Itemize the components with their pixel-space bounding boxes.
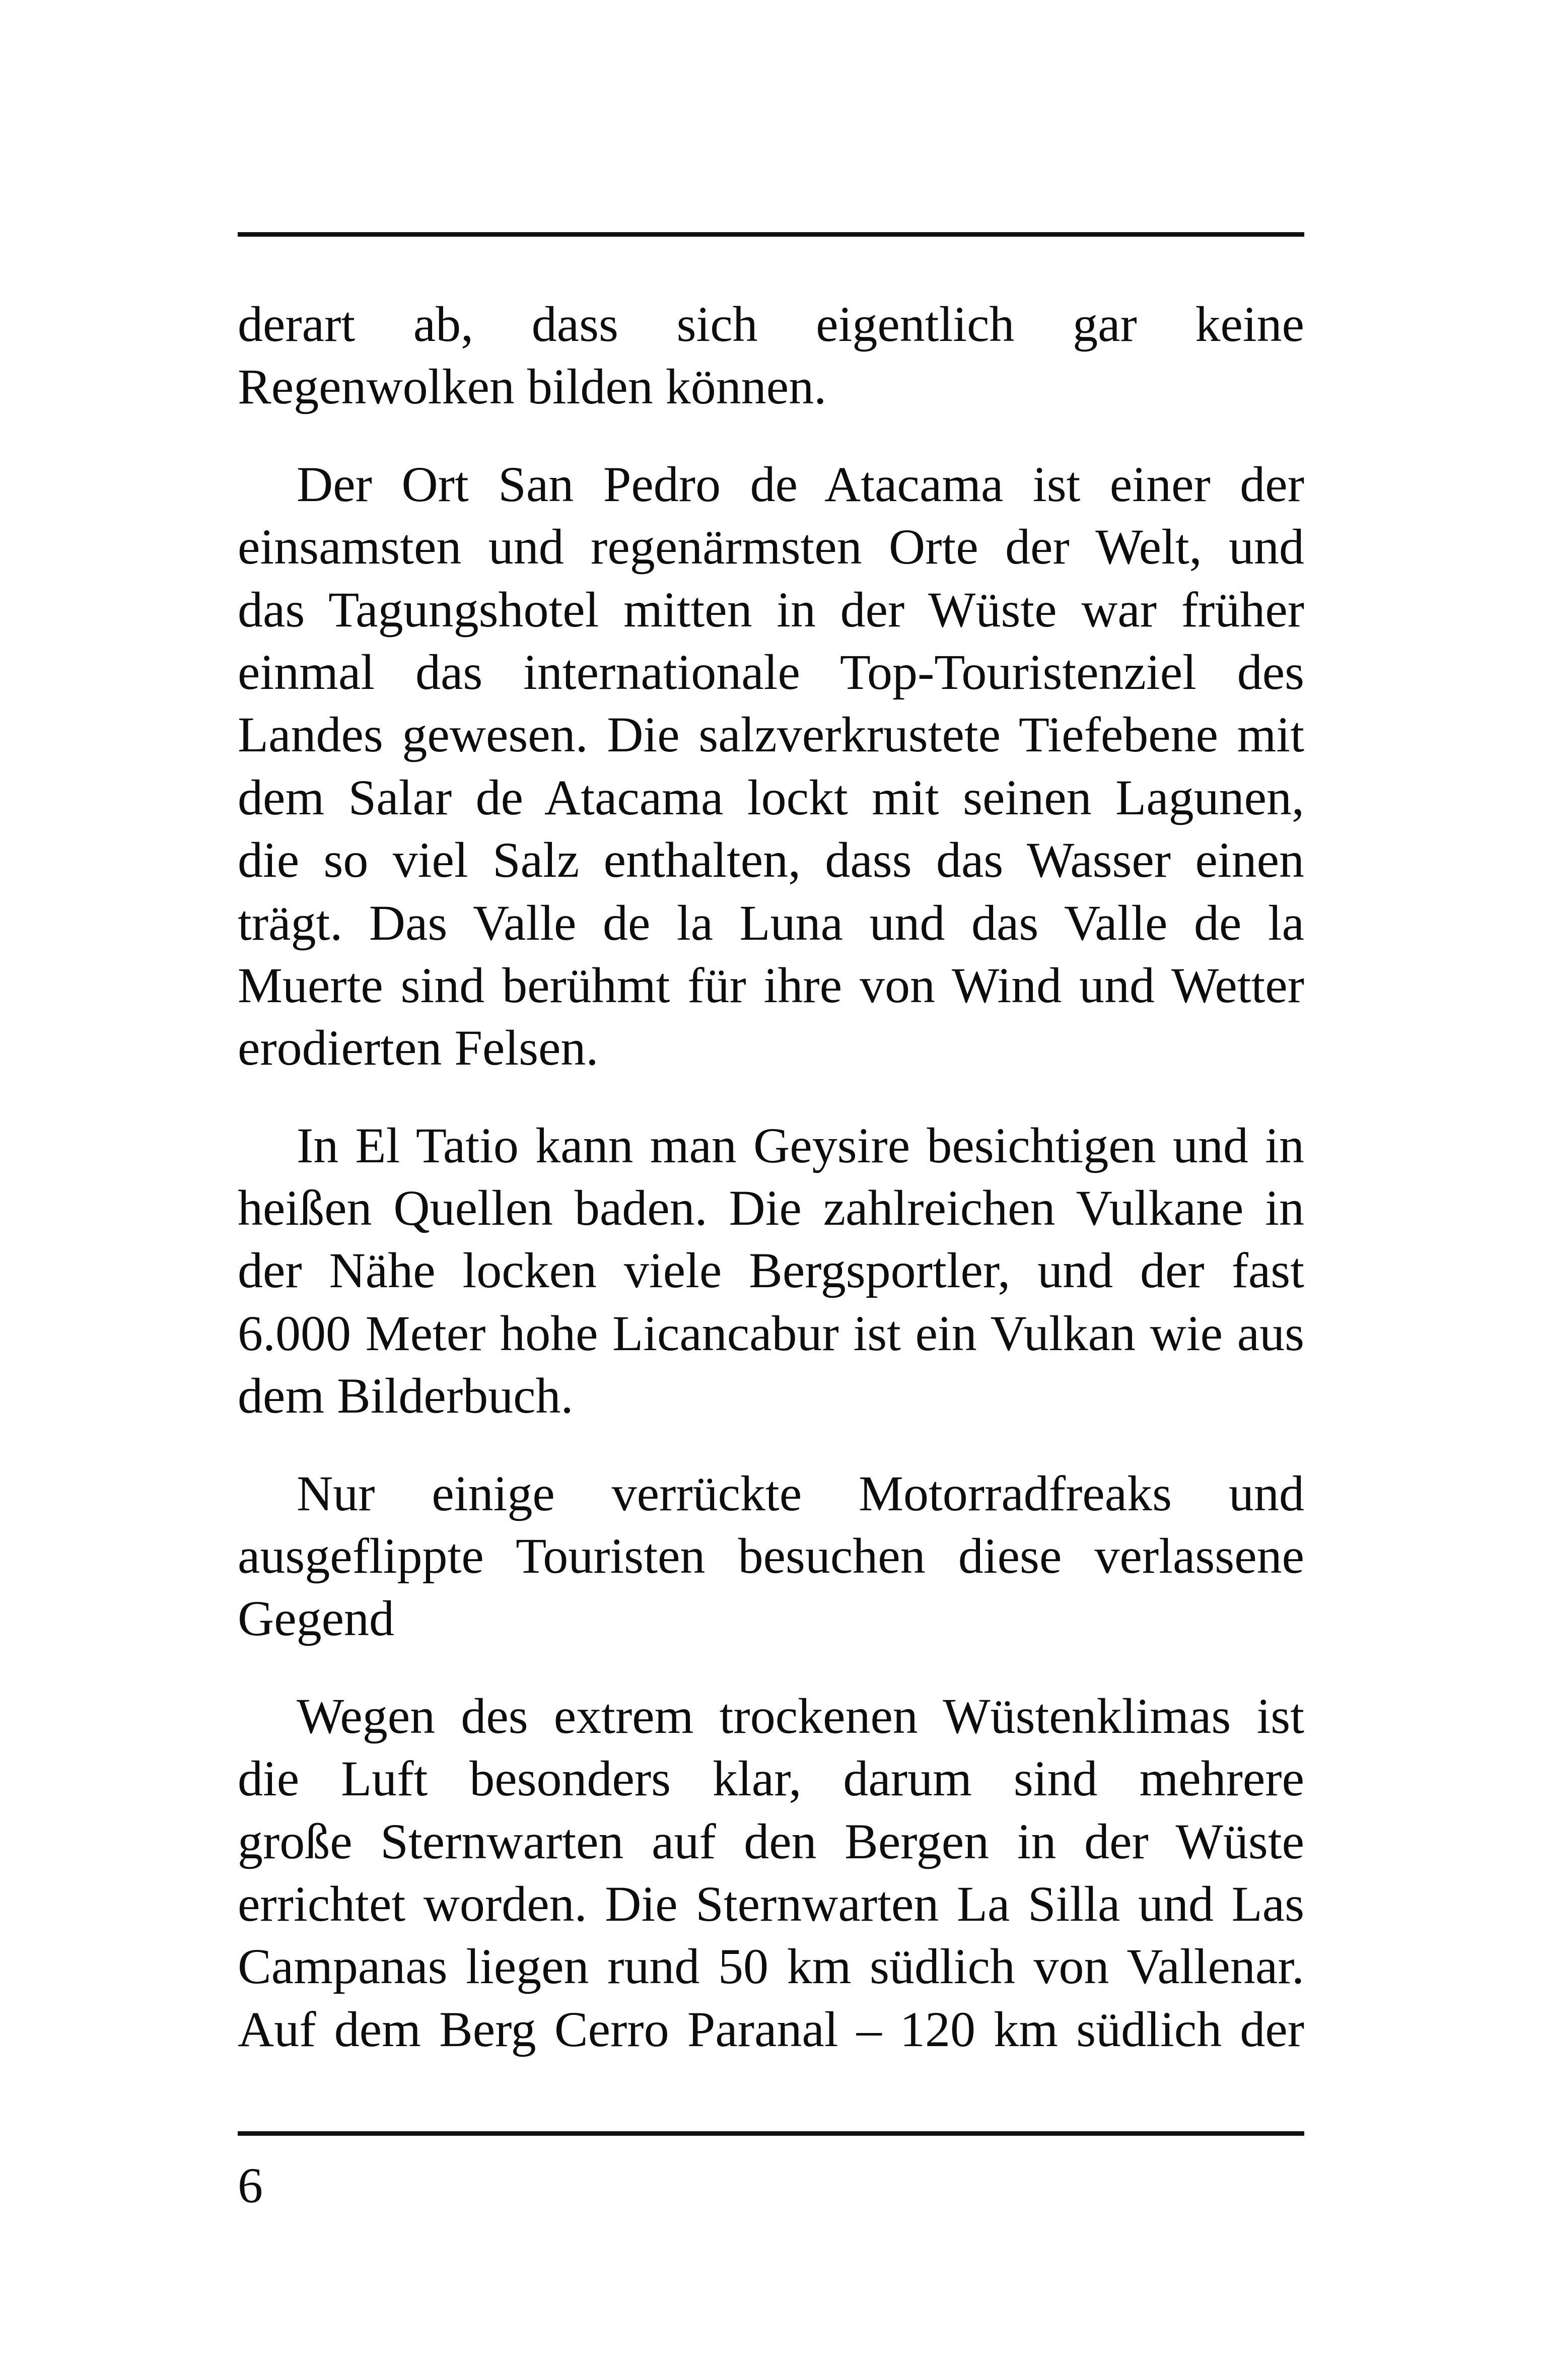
text-line: ausgeflippte Touristen besuchen diese verlassene	[238, 1528, 1304, 1584]
page-number: 6	[238, 2157, 263, 2213]
text-line: errichtet worden. Die Sternwarten La Silla und Las	[238, 1875, 1304, 1932]
paragraph	[238, 453, 1304, 1080]
text-line: einsamsten und regenärmsten Orte der Welt, und	[238, 519, 1304, 575]
paragraph	[238, 1462, 1304, 1650]
text-line: Landes gewesen. Die salzverkrustete Tiefebene mit	[238, 707, 1304, 763]
text-line: der Nähe locken viele Bergsportler, und der fast	[238, 1242, 1304, 1299]
text-line: Campanas liegen rund 50 km südlich von Vallenar.	[238, 1938, 1304, 1995]
text-line: Wegen des extrem trockenen Wüstenklimas ist	[297, 1688, 1304, 1744]
text-line: Nur einige verrückte Motorradfreaks und	[297, 1465, 1304, 1521]
text-line: dem Salar de Atacama lockt mit seinen Lagunen,	[238, 769, 1304, 825]
paragraph	[238, 1685, 1304, 2061]
text-line: Der Ort San Pedro de Atacama ist einer der	[297, 456, 1304, 512]
text-line: Gegend	[238, 1590, 394, 1647]
text-line: heißen Quellen baden. Die zahlreichen Vulkane in	[238, 1180, 1304, 1236]
paragraph	[238, 293, 1304, 418]
text-line: große Sternwarten auf den Bergen in der Wüste	[238, 1813, 1304, 1869]
body-text	[238, 293, 1304, 2061]
header-rule	[238, 232, 1304, 237]
text-line: dem Bilderbuch.	[238, 1368, 574, 1424]
text-line: erodierten Felsen.	[238, 1020, 599, 1076]
text-line: die Luft besonders klar, darum sind mehrere	[238, 1751, 1304, 1807]
text-line: einmal das internationale Top-Touristenziel des	[238, 644, 1304, 700]
text-line: das Tagungshotel mitten in der Wüste war früher	[238, 581, 1304, 638]
text-line: Auf dem Berg Cerro Paranal – 120 km südlich der	[238, 2001, 1304, 2057]
text-line: trägt. Das Valle de la Luna und das Valle de la	[238, 894, 1304, 951]
text-line: In El Tatio kann man Geysire besichtigen und in	[297, 1117, 1304, 1173]
footer-rule	[238, 2131, 1304, 2136]
text-line: Muerte sind berühmt für ihre von Wind und Wetter	[238, 957, 1304, 1013]
text-line: die so viel Salz enthalten, dass das Wasser einen	[238, 832, 1304, 888]
text-line: 6.000 Meter hohe Licancabur ist ein Vulkan wie aus	[238, 1305, 1304, 1361]
text-line: derart ab, dass sich eigentlich gar keine	[238, 296, 1304, 352]
text-line: Regenwolken bilden können.	[238, 359, 827, 415]
paragraph	[238, 1114, 1304, 1428]
